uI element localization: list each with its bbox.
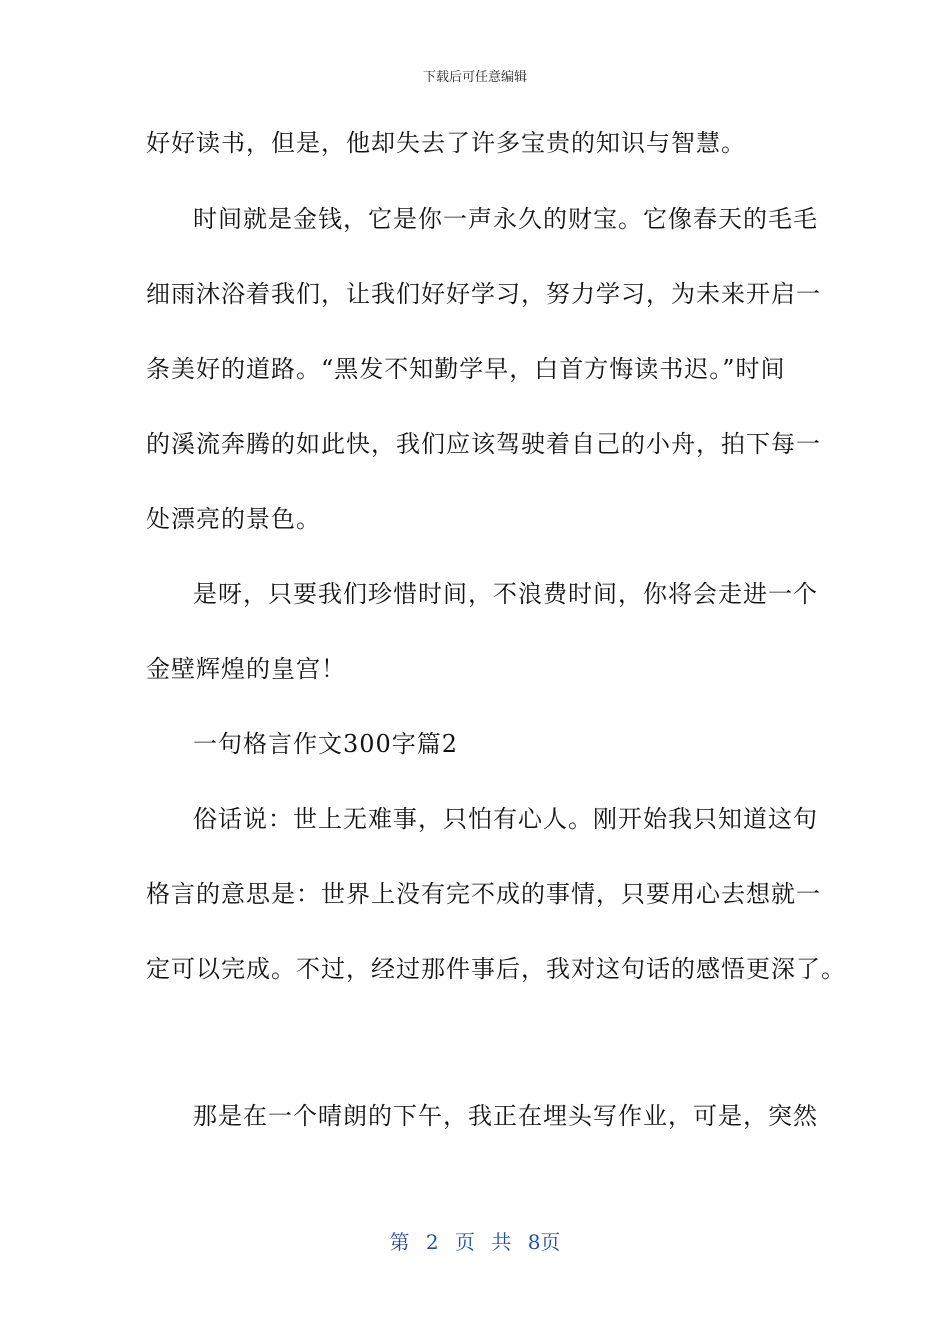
page-number: 第 2 页 共 8页 bbox=[389, 1230, 561, 1254]
body-line: 金壁辉煌的皇宫！ bbox=[146, 655, 346, 683]
body-line: 定可以完成。不过，经过那件事后，我对这句话的感悟更深了。 bbox=[146, 955, 846, 983]
body-line: 细雨沐浴着我们，让我们好好学习，努力学习，为未来开启一 bbox=[146, 280, 821, 308]
body-line: 处漂亮的景色。 bbox=[146, 505, 321, 533]
body-line: 条美好的道路。“黑发不知勤学早，白首方悔读书迟。”时间 bbox=[146, 355, 786, 383]
body-line: 俗话说：世上无难事，只怕有心人。刚开始我只知道这句 bbox=[193, 805, 818, 833]
body-line: 格言的意思是：世界上没有完不成的事情，只要用心去想就一 bbox=[146, 880, 821, 908]
page-header: 下载后可任意编辑 bbox=[422, 70, 527, 85]
section-title: 一句格言作文300字篇2 bbox=[193, 730, 459, 758]
body-line: 好好读书，但是，他却失去了许多宝贵的知识与智慧。 bbox=[146, 129, 746, 157]
body-line: 是呀，只要我们珍惜时间，不浪费时间，你将会走进一个 bbox=[193, 580, 818, 608]
body-line: 的溪流奔腾的如此快，我们应该驾驶着自己的小舟，拍下每一 bbox=[146, 430, 821, 458]
body-line: 那是在一个晴朗的下午，我正在埋头写作业，可是，突然 bbox=[193, 1102, 818, 1130]
body-line: 时间就是金钱，它是你一声永久的财宝。它像春天的毛毛 bbox=[193, 205, 818, 233]
